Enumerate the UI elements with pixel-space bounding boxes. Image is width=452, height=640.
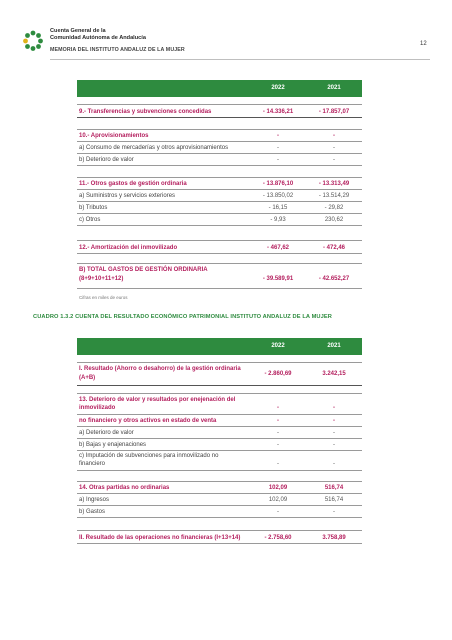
table-row-spacer (77, 387, 362, 394)
table-row: b) Gastos - - (77, 507, 362, 518)
table-row: c) Imputación de subvenciones para inmovilizado no financiero - - (77, 452, 362, 471)
table-row: 14. Otras partidas no ordinarias 102,09 516,74 (77, 483, 362, 494)
page-header (22, 27, 432, 59)
col-2022-header: 2022 (271, 85, 285, 91)
table-row: b) Bajas y enajenaciones - - (77, 440, 362, 451)
org-line-1: Cuenta General de la (50, 28, 106, 34)
document-subtitle: MEMORIA DEL INSTITUTO ANDALUZ DE LA MUJER (50, 47, 185, 53)
cuadro-title: CUADRO 1.3.2 CUENTA DEL RESULTADO ECONÓMICO PATRIMONIAL INSTITUTO ANDALUZ DE LA MUJER (33, 314, 332, 320)
resultado-table (77, 338, 362, 548)
table-row-total: II. Resultado de las operaciones no financieras (I+13+14) - 2.758,60 3.758,89 (77, 532, 362, 544)
table-row: no financiero y otros activos en estado de venta - - (77, 416, 362, 427)
table-row: c) Otros - 9,93 230,62 (77, 215, 362, 226)
header-divider (50, 59, 430, 60)
table-row-spacer (77, 227, 362, 241)
table-row: b) Tributos - 16,15 - 29,82 (77, 203, 362, 214)
table-row: 10.- Aprovisionamientos - - (77, 131, 362, 142)
table-row-spacer (77, 355, 362, 363)
table-row-spacer (77, 472, 362, 482)
table-header (77, 338, 362, 355)
units-note: Cifras en miles de euros (79, 295, 128, 300)
table-row: 11.- Otros gastos de gestión ordinaria - 13.876,10 - 13.313,49 (77, 179, 362, 190)
org-line-2: Comunidad Autónoma de Andalucía (50, 34, 146, 41)
col-2021-header: 2021 (327, 85, 341, 91)
table-row: b) Deterioro de valor - - (77, 155, 362, 166)
table-row: 12.- Amortización del inmovilizado - 467,62 - 472,46 (77, 242, 362, 254)
table-row: 13. Deterioro de valor y resultados por enejenación del inmovilizado - - (77, 395, 362, 415)
col-2021-header: 2021 (327, 343, 341, 349)
table-header (77, 80, 362, 97)
table-row: a) Suministros y servicios exteriores - 13.850,02 - 13.514,29 (77, 191, 362, 202)
table-row: a) Deterioro de valor - - (77, 428, 362, 439)
table-row-spacer (77, 255, 362, 264)
table-row-spacer (77, 167, 362, 178)
table-row: I. Resultado (Ahorro o desahorro) de la gestión ordinaria (A+B) - 2.860,69 3.242,15 (77, 364, 362, 386)
table-row: a) Ingresos 102,09 516,74 (77, 495, 362, 506)
table-row (77, 97, 362, 105)
organization-name (50, 28, 146, 41)
col-2022-header: 2022 (271, 343, 285, 349)
page-number: 12 (420, 41, 427, 47)
table-row-spacer (77, 119, 362, 130)
table-row-total: B) TOTAL GASTOS DE GESTIÓN ORDINARIA (8+9+10+11+12) - 39.589,91 - 42.652,27 (77, 265, 362, 289)
andalucia-logo-icon (22, 29, 44, 51)
table-row: a) Consumo de mercaderías y otros aprovisionamientos - - (77, 143, 362, 154)
table-row-spacer (77, 519, 362, 531)
table-row: 9.- Transferencias y subvenciones concedidas - 14.336,21 - 17.857,07 (77, 107, 362, 118)
gastos-table (77, 80, 362, 295)
